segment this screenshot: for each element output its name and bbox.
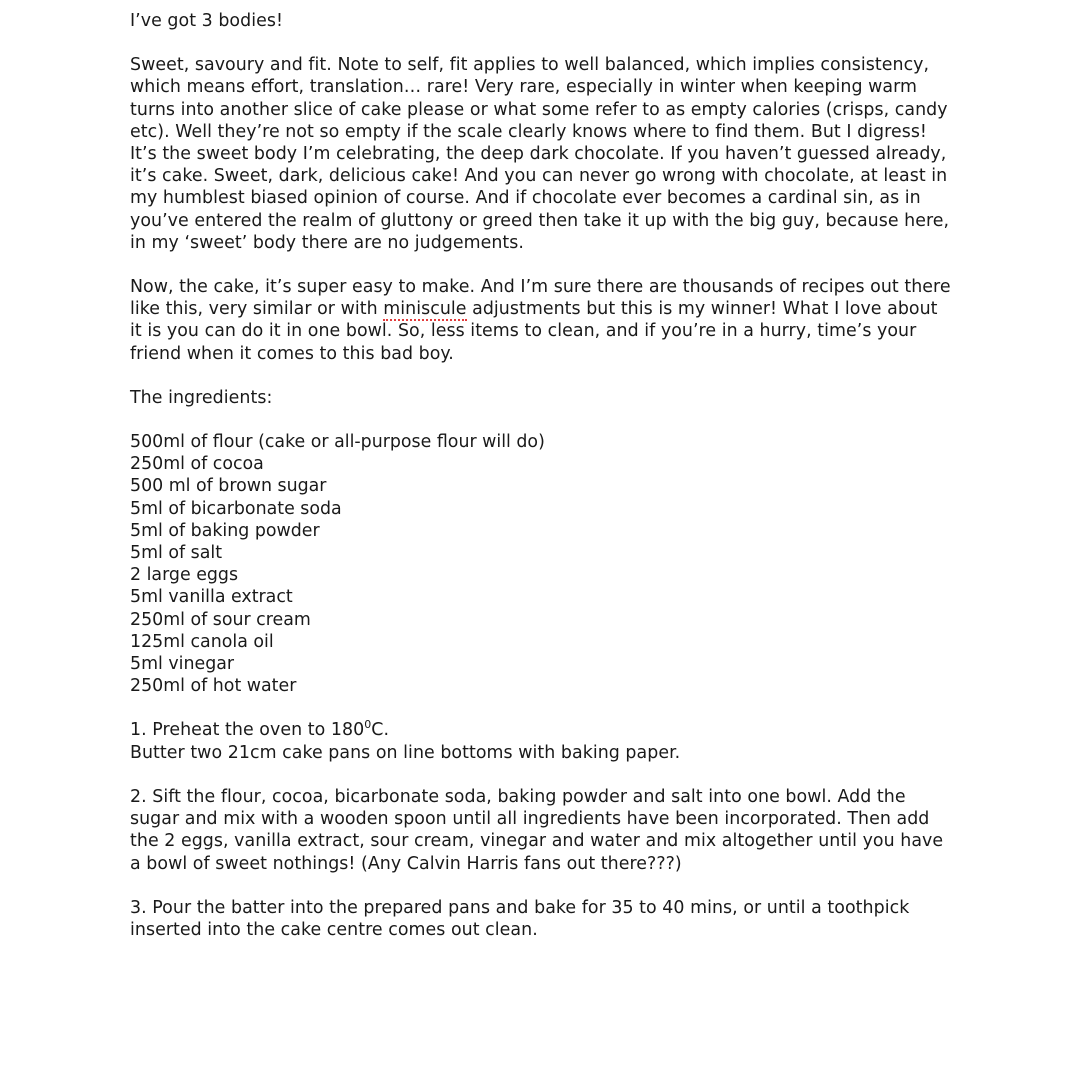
ingredients-heading: The ingredients: xyxy=(130,387,273,408)
list-item: 5ml of salt xyxy=(130,543,223,564)
list-item: 5ml vinegar xyxy=(130,654,235,675)
spelling-error-miniscule: miniscule xyxy=(383,299,467,320)
step1-temp-after: C. xyxy=(371,720,390,741)
recipe-intro-part1: Now, the cake, it’s super easy to make. And I’m sure there are thousands of recipes out there like this, very similar or with xyxy=(130,277,951,320)
intro-title-line: I’ve got 3 bodies! xyxy=(130,11,283,31)
list-item: 125ml canola oil xyxy=(130,631,274,652)
list-item: 5ml of bicarbonate soda xyxy=(130,498,342,519)
paragraph-recipe-intro xyxy=(130,276,952,365)
step-2: 2. Sift the flour, cocoa, bicarbonate soda, baking powder and salt into one bowl. Add the sugar and mix with a wooden spoon until all ingredients have been incorporated. Then add the 2 eggs, vanilla extract, sour cream, vinegar and water and mix altogether until you have a bowl of sweet nothings! (Any Calvin Harris fans out there???) xyxy=(130,786,944,874)
list-item: 250ml of sour cream xyxy=(130,609,311,630)
degree-symbol: 0 xyxy=(364,718,372,732)
document-body xyxy=(130,10,952,963)
list-item: 500 ml of brown sugar xyxy=(130,476,327,497)
step1-line2: Butter two 21cm cake pans on line bottoms with baking paper. xyxy=(130,742,681,763)
list-item: 500ml of flour (cake or all-purpose flour will do) xyxy=(130,432,545,453)
list-item: 5ml vanilla extract xyxy=(130,587,293,608)
ingredients-list xyxy=(130,431,952,697)
list-item: 5ml of baking powder xyxy=(130,520,320,541)
recipe-intro-part2: adjustments but this is my winner! What I love about it is you can do it in one bowl. So, less items to clean, and if you’re in a hurry, time’s your friend when it comes to this bad boy. xyxy=(130,299,938,364)
paragraph-bodies: Sweet, savoury and fit. Note to self, fit applies to well balanced, which implies consistency, which means effort, translation… rare! Very rare, especially in winter when keeping warm turns into another slice of cake please or what some refer to as empty calories (crisps, candy etc). Well they’re not so empty if the scale clearly knows where to find them. But I digress! It’s the sweet body I’m celebrating, the deep dark chocolate. If you haven’t guessed already, it’s cake. Sweet, dark, delicious cake! And you can never go wrong with chocolate, at least in my humblest biased opinion of course. And if chocolate ever becomes a cardinal sin, as in you’ve entered the realm of gluttony or greed then take it up with the big guy, because here, in my ‘sweet’ body there are no judgements. xyxy=(130,55,950,253)
list-item: 250ml of hot water xyxy=(130,676,297,697)
step-3: 3. Pour the batter into the prepared pans and bake for 35 to 40 mins, or until a toothpick inserted into the cake centre comes out clean. xyxy=(130,897,910,940)
step1-temp-before: 1. Preheat the oven to 180 xyxy=(130,720,365,741)
step-1 xyxy=(130,719,952,763)
list-item: 250ml of cocoa xyxy=(130,454,264,475)
list-item: 2 large eggs xyxy=(130,565,239,586)
